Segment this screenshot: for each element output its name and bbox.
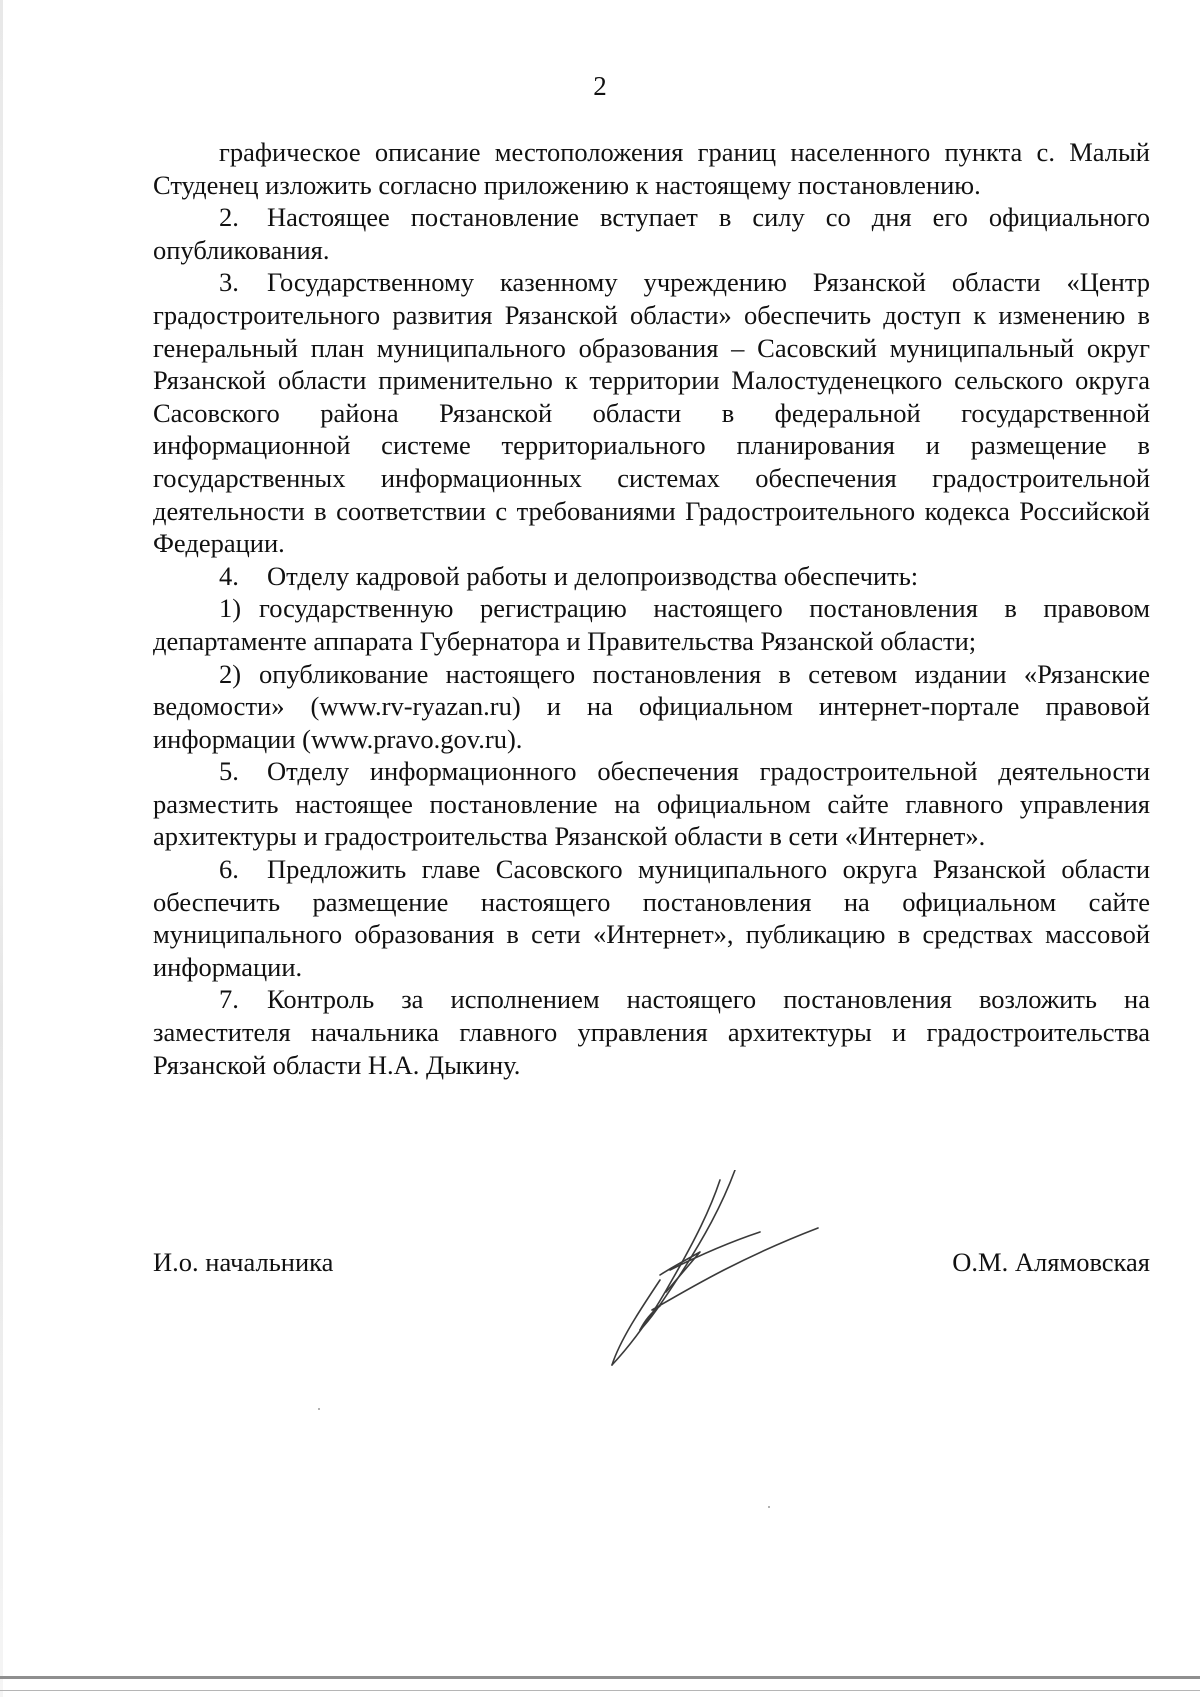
paragraph-4: 4. Отделу кадровой работы и делопроизводства обеспечить: bbox=[219, 560, 919, 591]
paragraph-number: 7. bbox=[219, 984, 239, 1015]
scan-speck bbox=[318, 1408, 320, 1410]
paragraph-number: 4. bbox=[219, 560, 239, 591]
paragraph-3: 3. Государственному казенному учреждению Рязанской области «Центр градостроительного развития Рязанской области» обеспечить доступ к изменению в генеральный план муниципального образования – Сасовский муниципальный округ Рязанской области применительно к территории Малостуденецкого сельского округа Сасовского района Рязанской области в федеральной государственной информационной системе территориального планирования и размещение в государственных информационных системах обеспечения градостроительной деятельности в соответствии с требованиями Градостроительного кодекса Российской Федерации. bbox=[153, 267, 1150, 559]
paragraph-2: 2. Настоящее постановление вступает в силу со дня его официального опубликования. bbox=[153, 202, 1150, 265]
signatory-name: О.М. Алямовская bbox=[952, 1247, 1150, 1277]
paragraph-6: 6. Предложить главе Сасовского муниципального округа Рязанской области обеспечить размещение настоящего постановления на официальном сайте муниципального образования в сети «Интернет», публикацию в средствах массовой информации. bbox=[153, 854, 1150, 982]
paragraph-5: 5. Отделу информационного обеспечения градостроительной деятельности разместить настоящее постановление на официальном сайте главного управления архитектуры и градостроительства Рязанской области в сети «Интернет». bbox=[153, 756, 1150, 852]
document-body bbox=[153, 136, 1150, 1081]
signatory-title: И.о. начальника bbox=[153, 1247, 334, 1277]
signature-block bbox=[153, 1246, 1150, 1282]
paragraph-number: 3. bbox=[219, 267, 239, 298]
scan-speck bbox=[768, 1506, 770, 1508]
paragraph-1-continued: графическое описание местоположения границ населенного пункта с. Малый Студенец изложить согласно приложению к настоящему постановлению. bbox=[153, 137, 1150, 200]
scan-edge-bottom-line bbox=[0, 1690, 1200, 1691]
page-number: 2 bbox=[593, 71, 607, 101]
paragraph-number: 5. bbox=[219, 756, 239, 787]
subparagraph-1: 1) государственную регистрацию настоящего постановления в правовом департаменте аппарата Губернатора и Правительства Рязанской области; bbox=[153, 593, 1150, 656]
scan-edge-left bbox=[0, 0, 3, 1697]
subparagraph-2: 2) опубликование настоящего постановления в сетевом издании «Рязанские ведомости» (www.rv-ryazan.ru) и на официальном интернет-портале правовой информации (www.pravo.gov.ru). bbox=[153, 658, 1150, 754]
paragraph-number: 2. bbox=[219, 202, 239, 233]
subparagraph-number: 2) bbox=[219, 658, 242, 689]
scan-edge-bottom bbox=[0, 1676, 1200, 1679]
subparagraph-number: 1) bbox=[219, 593, 242, 624]
paragraph-7: 7. Контроль за исполнением настоящего постановления возложить на заместителя начальника главного управления архитектуры и градостроительства Рязанской области Н.А. Дыкину. bbox=[153, 984, 1150, 1080]
paragraph-number: 6. bbox=[219, 854, 239, 885]
